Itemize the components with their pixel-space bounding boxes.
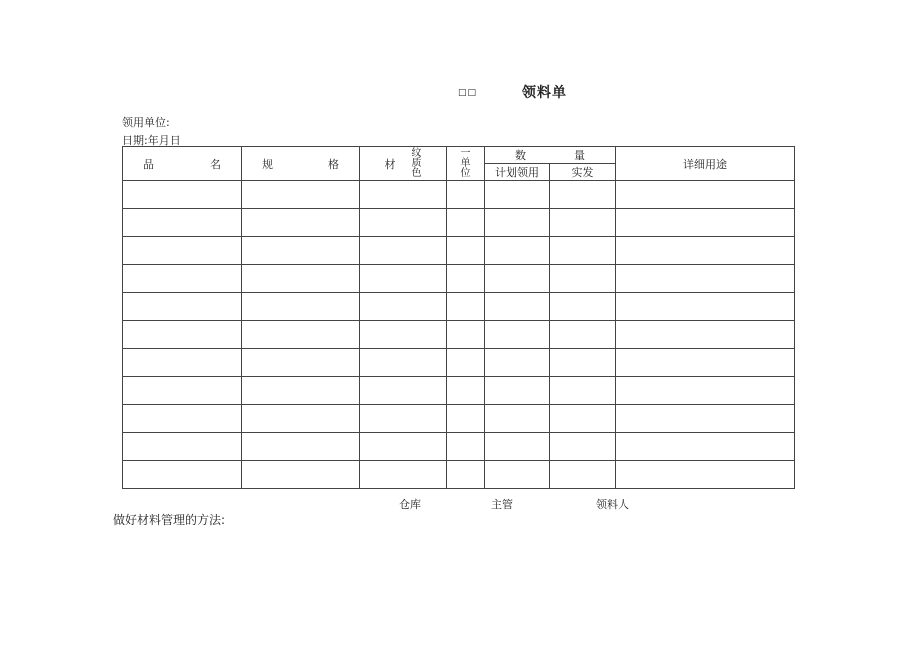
management-note: 做好材料管理的方法: [113, 513, 226, 527]
table-cell[interactable] [242, 209, 360, 237]
table-cell[interactable] [447, 321, 485, 349]
table-cell[interactable] [123, 321, 242, 349]
table-cell[interactable] [447, 265, 485, 293]
table-row [123, 265, 795, 293]
table-row [123, 405, 795, 433]
table-cell[interactable] [550, 237, 616, 265]
col-header-unit: 一 单 位 [447, 147, 485, 181]
table-row [123, 321, 795, 349]
table-cell[interactable] [616, 405, 795, 433]
table-cell[interactable] [360, 181, 447, 209]
header-row [123, 147, 795, 164]
table-cell[interactable] [447, 433, 485, 461]
table-cell[interactable] [447, 377, 485, 405]
table-cell[interactable] [242, 181, 360, 209]
table-cell[interactable] [242, 349, 360, 377]
table-cell[interactable] [485, 349, 550, 377]
col-header-planned: 计划领用 [485, 164, 550, 181]
table-cell[interactable] [360, 209, 447, 237]
table-cell[interactable] [360, 321, 447, 349]
table-cell[interactable] [360, 349, 447, 377]
warehouse-label: 仓库 [399, 498, 421, 511]
table-row [123, 349, 795, 377]
form-title: 领料单 [522, 85, 567, 101]
table-cell[interactable] [447, 209, 485, 237]
table-cell[interactable] [242, 433, 360, 461]
col-header-quantity: 数 量 [485, 147, 616, 164]
table-cell[interactable] [616, 237, 795, 265]
table-cell[interactable] [550, 265, 616, 293]
table-cell[interactable] [550, 209, 616, 237]
table-cell[interactable] [123, 237, 242, 265]
table-cell[interactable] [242, 377, 360, 405]
table-cell[interactable] [242, 405, 360, 433]
table-cell[interactable] [242, 461, 360, 489]
table-cell[interactable] [485, 433, 550, 461]
table-cell[interactable] [550, 405, 616, 433]
table-cell[interactable] [447, 405, 485, 433]
table-row [123, 181, 795, 209]
unit-label: 领用单位: [122, 116, 170, 129]
table-cell[interactable] [123, 181, 242, 209]
table-cell[interactable] [447, 237, 485, 265]
table-cell[interactable] [485, 321, 550, 349]
table-cell[interactable] [550, 461, 616, 489]
table-cell[interactable] [616, 181, 795, 209]
table-cell[interactable] [550, 181, 616, 209]
table-cell[interactable] [123, 349, 242, 377]
table-cell[interactable] [550, 349, 616, 377]
table-cell[interactable] [360, 405, 447, 433]
col-header-spec: 规 格 [242, 147, 360, 181]
supervisor-label: 主管 [491, 498, 513, 511]
table-cell[interactable] [242, 293, 360, 321]
table-row [123, 293, 795, 321]
table-cell[interactable] [360, 237, 447, 265]
table-cell[interactable] [616, 209, 795, 237]
table-cell[interactable] [485, 181, 550, 209]
table-cell[interactable] [550, 377, 616, 405]
table-cell[interactable] [123, 265, 242, 293]
table-cell[interactable] [360, 377, 447, 405]
table-cell[interactable] [447, 349, 485, 377]
placeholder-boxes: □□ [458, 88, 478, 98]
table-cell[interactable] [616, 321, 795, 349]
col-header-name: 品 名 [123, 147, 242, 181]
table-row [123, 209, 795, 237]
table-cell[interactable] [485, 237, 550, 265]
requisition-table [122, 146, 795, 489]
table-cell[interactable] [616, 265, 795, 293]
table-row [123, 433, 795, 461]
table-cell[interactable] [485, 377, 550, 405]
table-cell[interactable] [485, 461, 550, 489]
table-cell[interactable] [123, 461, 242, 489]
col-header-material: 材 纹 质 色 [360, 147, 447, 181]
table-row [123, 237, 795, 265]
table-row [123, 377, 795, 405]
table-cell[interactable] [485, 405, 550, 433]
table-cell[interactable] [550, 293, 616, 321]
table-cell[interactable] [485, 293, 550, 321]
table-cell[interactable] [123, 209, 242, 237]
table-cell[interactable] [447, 181, 485, 209]
table-cell[interactable] [485, 209, 550, 237]
table-cell[interactable] [616, 433, 795, 461]
table-cell[interactable] [360, 433, 447, 461]
date-label: 日期:年月日 [122, 134, 181, 147]
table-cell[interactable] [123, 405, 242, 433]
receiver-label: 领料人 [596, 498, 629, 511]
table-cell[interactable] [616, 377, 795, 405]
table-cell[interactable] [123, 377, 242, 405]
table-cell[interactable] [616, 293, 795, 321]
table-cell[interactable] [616, 461, 795, 489]
table-cell[interactable] [360, 265, 447, 293]
table-row [123, 461, 795, 489]
table-cell[interactable] [550, 321, 616, 349]
col-header-purpose: 详细用途 [616, 147, 795, 181]
table-cell[interactable] [242, 321, 360, 349]
table-cell[interactable] [123, 433, 242, 461]
col-header-actual: 实发 [550, 164, 616, 181]
table-cell[interactable] [485, 265, 550, 293]
table-cell[interactable] [550, 433, 616, 461]
table-cell[interactable] [360, 461, 447, 489]
table-cell[interactable] [447, 293, 485, 321]
table-cell[interactable] [616, 349, 795, 377]
table-cell[interactable] [242, 237, 360, 265]
table-cell[interactable] [242, 265, 360, 293]
table-cell[interactable] [360, 293, 447, 321]
table-cell[interactable] [123, 293, 242, 321]
table-cell[interactable] [447, 461, 485, 489]
